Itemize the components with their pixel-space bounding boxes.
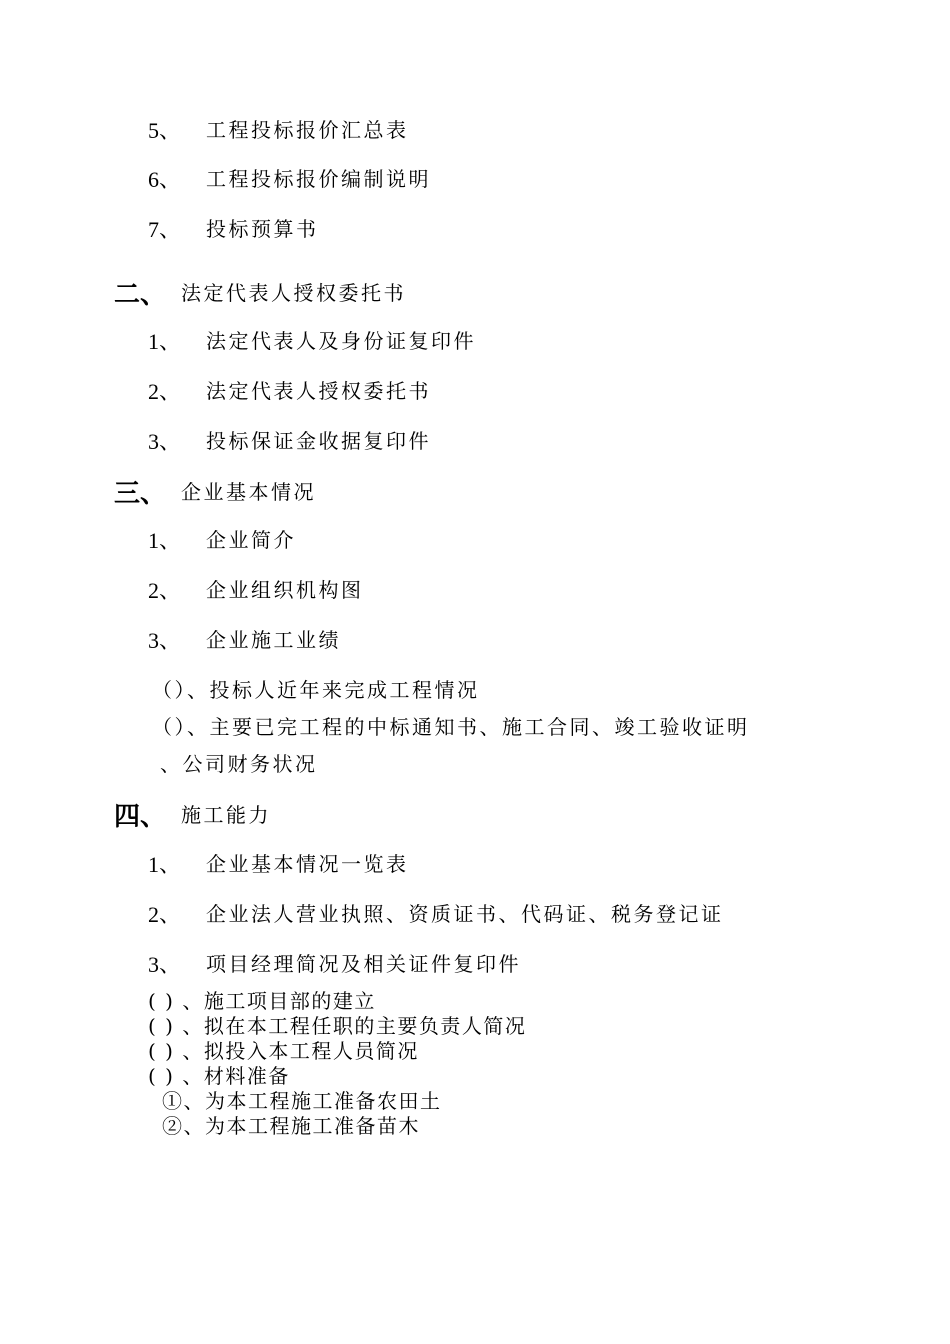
sub-item: ( ) 、拟在本工程任职的主要负责人简况 (148, 1014, 527, 1038)
sub-sub-item: ②、为本工程施工准备苗木 (162, 1114, 420, 1138)
item-text: 项目经理简况及相关证件复印件 (206, 952, 521, 976)
item-number: 6、 (148, 167, 182, 192)
item-number: 3、 (148, 952, 182, 977)
item-text: 工程投标报价汇总表 (206, 118, 409, 142)
item-number: 3、 (148, 429, 182, 454)
sub-item: ( ) 、材料准备 (148, 1064, 290, 1088)
section-number: 二、 (114, 280, 167, 310)
sub-item: （）、主要已完工程的中标通知书、施工合同、竣工验收证明 (152, 715, 750, 739)
item-number: 2、 (148, 578, 182, 603)
section-number: 四、 (114, 802, 167, 832)
item-text: 企业基本情况一览表 (206, 852, 409, 876)
item-number: 1、 (148, 528, 182, 553)
item-number: 5、 (148, 118, 182, 143)
sub-item: （）、投标人近年来完成工程情况 (152, 678, 480, 702)
section-title: 施工能力 (181, 803, 271, 827)
item-number: 1、 (148, 329, 182, 354)
item-number: 2、 (148, 379, 182, 404)
item-number: 1、 (148, 852, 182, 877)
section-title: 法定代表人授权委托书 (181, 281, 406, 305)
section-number: 三、 (114, 479, 167, 509)
section-title: 企业基本情况 (181, 480, 316, 504)
item-text: 投标预算书 (206, 217, 319, 241)
item-number: 7、 (148, 217, 182, 242)
sub-item: 、公司财务状况 (160, 752, 318, 776)
sub-item: ( ) 、拟投入本工程人员简况 (148, 1039, 419, 1063)
sub-sub-item: ①、为本工程施工准备农田土 (162, 1089, 442, 1113)
item-text: 工程投标报价编制说明 (206, 167, 431, 191)
item-text: 法定代表人及身份证复印件 (206, 329, 476, 353)
item-text: 投标保证金收据复印件 (206, 429, 431, 453)
sub-item: ( ) 、施工项目部的建立 (148, 989, 376, 1013)
item-text: 企业法人营业执照、资质证书、代码证、税务登记证 (206, 902, 724, 926)
item-text: 企业组织机构图 (206, 578, 364, 602)
item-text: 企业施工业绩 (206, 628, 341, 652)
item-number: 2、 (148, 902, 182, 927)
item-text: 企业简介 (206, 528, 296, 552)
item-number: 3、 (148, 628, 182, 653)
item-text: 法定代表人授权委托书 (206, 379, 431, 403)
